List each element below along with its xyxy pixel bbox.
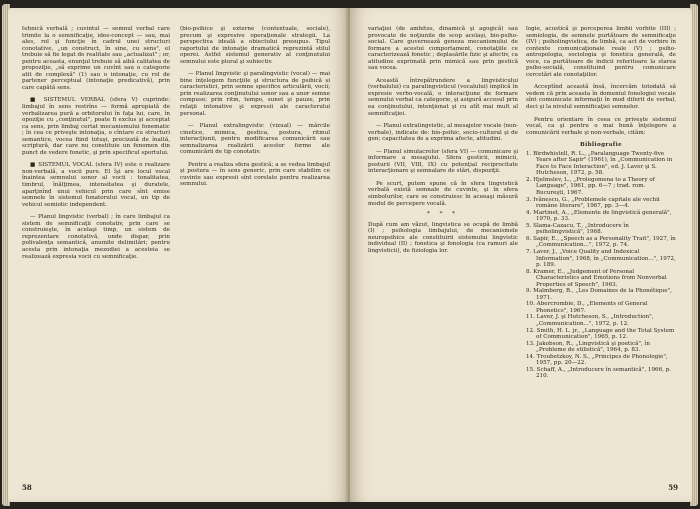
paragraph: Pentru orientare în ceea ce priveşte sistemul vocal, ca şi pentru o mai bună înţelegere a comunicării verbale şi non-verbale, cităm: <box>526 116 676 136</box>
reference-item: 2. Hjelmslev, L., „Prolegomena to a Theory of Language", 1961, pp. 6—7 ; trad. rom. Bucureşti, 1967. <box>526 176 655 197</box>
paragraph: Pe scurt, putem spune că în sfera lingvistică verbală există semnale de cuvinte, şi în sfera simbolurilor, care se construiesc în aceeaşi măsură modul de percepere vocală. <box>368 180 518 207</box>
reference-item: 6. Sapir, E., „Speech as a Personality Trait", 1927, în „Communication...", 1972, p. 74. <box>526 235 676 249</box>
reference-item: 15. Schaff, A., „Introducere în semantică", 1966, p. 210. <box>526 366 672 380</box>
left-page <box>8 8 348 502</box>
paragraph: — Planul extralingvistic, al mesajelor vocale (non-verbale), indicate de: bio-psihic, socio-cultural şi de gen; capacitatea de a exprima afecte, atitudini. <box>368 123 518 143</box>
right-page <box>350 8 692 502</box>
reference-item: 13. Jakobson, R., „Lingvistică şi poetică", în „Probleme de stilistică", 1964, p. 83. <box>526 340 650 354</box>
paragraph: ■ SISTEMUL VOCAL (sfera IV) este o realizare non-verbală, a vocii pure. El îşi are locul vocal înaintea semnului sonor al vocii : tonalitatea, timbrul, înălţimea, intensitatea şi duratele, aparţinînd unui vehicul prin care sînt emise semnele în sistemul fonatorului vocal, un tip de vehicul semiotic independent. <box>22 162 170 208</box>
reference-item: 10. Abercrombie, D., „Elements of General Phonetics", 1967. <box>526 301 648 314</box>
references-heading: Bibliografie <box>579 142 623 149</box>
left-page-column-2 <box>180 26 330 188</box>
paragraph: Această întrepătrundere a lingvisticului (verbalului) cu paralingvisticul (vocalului) implică în expresie verbo-vocală, o interacţiune de formare semnului verbal ca categorie, şi asigură accesul prin ea conţinutului, intenţionat şi cu atît mai mult al semnificaţiei. <box>368 77 518 117</box>
reference-item: 14. Troubetzkoy, N. S., „Principes de Phonologie", 1957, pp. 20—22. <box>526 353 668 367</box>
reference-item: 7. Laver, J., „Voice Quality and Indexical Information", 1968, în „Communication...", 1972, p. 189. <box>526 248 676 269</box>
left-page-column-1 <box>22 26 170 260</box>
reference-item: 3. Ivănescu, G., „Problemele capitale ale vechii române literare", 1967, pp. 3—4. <box>526 196 660 210</box>
reference-item: 8. Kramer, E., „Judgement of Personal Characteristics and Emotions from Nonverbal Properties of Speech", 1963. <box>526 268 667 288</box>
paragraph: (bio-psihice şi externe (contextuale, sociale), precum şi expresive operaţionale strategii. La perspectiva ideală a obiectului presupus. Tipul raportului de intonaţie dramatică reprezintă stilul operei. Astfel sistemul generativ al conţinutului semnului este plural şi subiectiv. <box>180 26 330 65</box>
paragraph: Acceptînd această însă, încercăm totodată să vedem că prin aceasta în domeniul fonologiei vocale sînt comunicate informaţii în mod diferit de verbal, deci şi la nivelul semnificaţiei semnelor. <box>526 84 676 111</box>
reference-item: 1. Birdwhistell, R. L., „Paralanguage Twenty-five Years after Sapir" (1961), în „Communication in Face to Face Interaction", ed. J. Laver şi S. Hutcheson, 1972, p. 58. <box>526 150 673 177</box>
paragraph: — Planul simulacrelor (sfera VI) — comunicare şi informare a mesajului. Sfera gesticii, mimicii, posturii (VII, VIII, IX) cu potenţial reciprocitate interacţionare şi semnalare de stări, dispoziţii. <box>368 148 518 175</box>
page-number: 59 <box>668 483 678 492</box>
right-page-column-2 <box>526 26 676 380</box>
section-separator: * * * <box>427 211 459 218</box>
paragraph: — Planul extralingvistic (vizual) — mărcile cinetice, mimica, gestica, postura, ritmul interacţiunii, pentru modificarea comunicării sau semnalizarea realizării acestor forme ale comunicării de tip conotativ. <box>180 123 330 156</box>
references-list <box>526 151 676 380</box>
reference-item: 4. Martinet, A., „Elemente de lingvistică generală", 1970, p. 33. <box>526 209 672 223</box>
paragraph: După cum am văzut, lingvistica se ocupă de limbă (I) ; psihologia limbajului, de mecanismele neuropsihice ale constituirii sistemului lingvistic individual (II) ; fonetica şi fonologia (ca ramuri ale lingvisticii), de fiziologia lor. <box>368 221 518 254</box>
reference-item: 9. Malmberg, B., „Les Domaines de la Phonétique", 1971. <box>526 288 672 301</box>
reference-item: 12. Smith, H. L. jr., „Language and the Total System of Communication", 1965, p. 12. <box>526 327 675 341</box>
paragraph: — Planul lingvistic (verbal) ; în care limbajul ca sistem de semnificaţii conotativ, prin care se construieşte, în acelaşi timp, un sistem de reprezentare conotativă, unde dispar, prin polivalenţa semantică, anumite delimitări; pentru acesta prin intonaţia mezodiei a acesteia se realizează expresia vocii cu semnificaţie. <box>22 214 170 260</box>
paragraph: ■ SISTEMUL VERBAL (sfera V) cuprinde: limbajul în sens restrîns — formă apropiată de verbalizarea pură a orbitorului în faţa lui, care, în opoziţie cu „conţinutul", poate fi exclus şi acceptat ca sens, prin limbaj certat mecanismului fonematic ; în cea ce priveşte intonaţia, o cîntare cu structuri semantice, vocea fiind totuşi, precizată de înaltă, scriptură, dar care nu constituie un fenomen din punct de vedere fonetic, şi prin specificul sportului. <box>22 97 170 156</box>
reference-item: 11. Laver, J. şi Hutcheson, S., „Introduction", „Communication...", 1972, p. 12. <box>526 314 654 327</box>
page-number: 58 <box>22 483 32 492</box>
paragraph: variaţiei (de ambitus, dinamică şi agogică) sau provocate de noţiunile de scop acelaşi, bio-psiho-social. Care guvernează geneza mecanismului de formare a acestui comportament, conotaţiile ce caracterizează fonetic ; deplasările fizic şi afectiv, ca atitudine exprimată prin mimică sau prin gestică sau vocea. <box>368 26 518 72</box>
paragraph: — Planul lingvistic şi paralingvistic (vocal) — mai bine înţelegem funcţiile şi structura de psihică și caracteristici, prin semne specifice articulării, vocii; prin realizarea conţinutului sonor sau a unor semne compuse; prin ritm, tempo, sunet şi pauze, prin relaţii intonative şi expresii ale caracterului personal. <box>180 71 330 117</box>
paragraph: logie, acustică şi perceperea limbii vorbite (III) ; semiologia, de semnele purtătoare de semnificaţie (IV) ; psiholingvistica, de limbă, ca act de vorbire în contexte comunicaţionale reale (V) ; psiho-antropologia, sociologia şi fonetica generală, de voce, ca purtătoare de indicii referitoare la starea psiho-socială, constituind pentru comunicare cercetări ale conotaţiilor. <box>526 26 676 78</box>
paragraph: Pentru a realiza sfera gestică; a se vedea limbajul şi postura — în sens generic, prin care stabilim ce cuvinte sau expresii sînt corelate pentru realizarea semnului. <box>180 161 330 188</box>
paragraph: tehnică verbală ; cuvintul — semnul verbal care trimite la o semnificaţie, idee-concept — sau, mai ales, rol şi funcţie în cadrul unei structuri conotative, „un construct, în sine, cu sens", el trebuie să fie legat de realitate sau „actualizat" ; or, pentru aceasta, enunţul trebuie să aibă calitatea de propoziţie, „să exprime un cuvînt sau o categorie atit de complexă" (1) sau o intonaţie, cu rol de partener perceptual (intonaţie predicativă), prin care capătă sens. <box>22 26 170 91</box>
right-page-column-1 <box>368 26 518 254</box>
reference-item: 5. Slama-Cazacu, T., „Introducere în psiholingvistică", 1968. <box>526 222 629 236</box>
